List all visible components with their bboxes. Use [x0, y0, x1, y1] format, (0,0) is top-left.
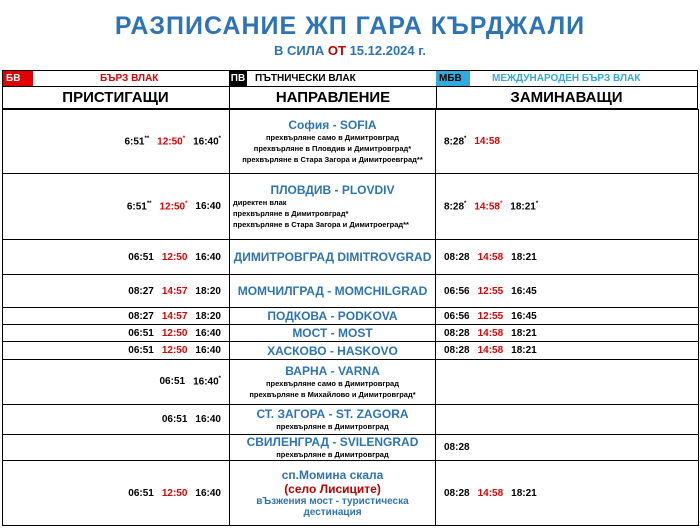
- footnote-mark: *: [499, 200, 503, 207]
- train-time: 14:57: [161, 310, 188, 322]
- train-time: 12:55: [477, 285, 504, 297]
- train-time: 06:51: [161, 414, 188, 425]
- arrivals-times: [3, 345, 229, 356]
- destination-note: вЪзжения мост - туристическа: [256, 496, 409, 507]
- transfer-note: прехвърляне в Димитровград: [276, 450, 389, 459]
- train-time: 12:50*: [159, 200, 188, 213]
- train-time: 08:28: [444, 251, 470, 263]
- arrivals-times: [3, 328, 229, 339]
- destination-name: СТ. ЗАГОРА - ST. ZAGORA: [256, 407, 409, 421]
- destination-name: ПЛОВДИВ - PLOVDIV: [270, 183, 395, 197]
- train-time: 14:58: [474, 135, 500, 147]
- train-time: 08:28: [444, 327, 470, 339]
- train-time: 08:28: [444, 442, 470, 453]
- transfer-note: прехвърляне в Димитровград*: [233, 209, 349, 218]
- train-time: 18:21*: [510, 200, 539, 213]
- train-time: 16:45: [511, 310, 537, 322]
- direction-cell: [230, 360, 436, 405]
- schedule-row: [3, 342, 699, 360]
- train-time: 16:40*: [193, 376, 221, 388]
- validity-date: 15.12.2024 г.: [349, 43, 426, 58]
- destination-name: ХАСКОВО - HASKOVO: [267, 343, 398, 358]
- arrivals-times: [3, 252, 229, 263]
- destination-name: МОСТ - MOST: [292, 326, 373, 340]
- arrivals-times: [3, 201, 229, 212]
- train-time: 12:50: [161, 487, 188, 499]
- destination-name: МОМЧИЛГРАД - MOMCHILGRAD: [237, 284, 428, 298]
- departures-cell: [436, 435, 699, 461]
- train-time: 18:21: [511, 487, 537, 499]
- departures-times: [436, 286, 698, 297]
- transfer-note: прехвърляне в Пловдив и Димитровград*: [253, 144, 412, 153]
- arrivals-times: [3, 488, 229, 499]
- train-time: 06:51: [128, 345, 154, 356]
- destination-name: сп.Момина скала: [281, 468, 384, 482]
- arrivals-cell: [3, 275, 230, 308]
- footnote-mark: *: [464, 200, 467, 207]
- footnote-mark: *: [182, 135, 186, 142]
- departures-cell: [436, 275, 699, 308]
- destination-name: ДИМИТРОВГРАД DIMITROVGRAD: [233, 250, 432, 264]
- train-time: 14:57: [161, 285, 188, 297]
- departures-times: [436, 136, 698, 147]
- train-time: 08:28: [444, 345, 470, 356]
- train-time: 18:20: [195, 310, 221, 322]
- train-time: 18:21: [511, 327, 537, 339]
- transfer-note: прехвърляне в Стара Загора и Димитроегрaд**: [233, 220, 409, 229]
- transfer-note: прехвърляне само в Димитровград: [265, 379, 399, 388]
- departures-cell: [436, 325, 699, 342]
- transfer-note: прехвърляне в Димитровград: [276, 422, 389, 431]
- train-time: 06:51: [128, 251, 154, 263]
- destination-name: ПОДКОВА - PODKOVA: [267, 309, 398, 323]
- footnote-mark: *: [464, 135, 467, 142]
- train-time: 06:51: [128, 487, 154, 499]
- validity-lead: В СИЛА: [274, 43, 325, 58]
- departures-times: [436, 442, 698, 453]
- header-arrivals: ПРИСТИГАЩИ: [62, 89, 169, 106]
- train-time: 16:40: [195, 251, 221, 263]
- footnote-mark: *: [218, 135, 221, 142]
- header-departures: ЗАМИНАВАЩИ: [510, 89, 623, 106]
- train-time: 8:28*: [444, 200, 467, 213]
- direction-cell: [230, 342, 436, 360]
- arrivals-cell: [3, 360, 230, 405]
- train-time: 12:50*: [157, 135, 186, 148]
- transfer-note: прехвърляне в Михайлово и Димитровград*: [249, 390, 416, 399]
- train-time: 14:58*: [474, 200, 503, 213]
- train-time: 6:51**: [124, 135, 150, 148]
- header-direction: НАПРАВЛЕНИЕ: [229, 87, 437, 109]
- train-time: 16:45: [511, 285, 537, 297]
- departures-times: [436, 488, 698, 499]
- departures-times: [436, 311, 698, 322]
- departures-times: [436, 345, 698, 356]
- arrivals-cell: [3, 174, 230, 240]
- arrivals-times: [3, 376, 229, 387]
- destination-extra: (село Лисиците): [284, 482, 381, 496]
- departures-times: [436, 252, 698, 263]
- schedule-row: [3, 240, 699, 275]
- schedule-row: [3, 308, 699, 325]
- destination-name: СВИЛЕНГРАД - SVILENGRAD: [246, 435, 419, 449]
- arrivals-cell: [3, 435, 230, 461]
- train-time: 06:56: [444, 285, 470, 297]
- transfer-note: директен влак: [233, 198, 287, 207]
- train-time: 08:28: [444, 487, 470, 499]
- train-time: 06:56: [444, 310, 470, 322]
- arrivals-times: [3, 286, 229, 297]
- arrivals-cell: [3, 110, 230, 174]
- departures-times: [436, 201, 698, 212]
- train-time: 16:40: [195, 200, 221, 212]
- train-time: 08:27: [128, 285, 154, 297]
- train-time: 06:51: [159, 376, 186, 388]
- train-time: 16:40*: [193, 135, 221, 148]
- arrivals-cell: [3, 308, 230, 325]
- train-time: 12:55: [477, 310, 504, 322]
- legend-label-bv: БЪРЗ ВЛАК: [100, 73, 159, 84]
- arrivals-times: [3, 311, 229, 322]
- arrivals-cell: [3, 461, 230, 526]
- legend-code-mbv: МБВ: [436, 71, 470, 86]
- destination-name: София - SOFIA: [288, 118, 377, 132]
- train-time: 18:21: [511, 251, 537, 263]
- schedule-row: [3, 435, 699, 461]
- train-time: 16:40: [195, 327, 221, 339]
- departures-cell: [436, 240, 699, 275]
- train-time: 14:58: [477, 345, 504, 356]
- departures-cell: [436, 360, 699, 405]
- train-time: 16:40: [195, 414, 221, 425]
- train-time: 6:51**: [126, 200, 152, 213]
- footnote-mark: *: [185, 200, 188, 207]
- legend-code-bv: БВ: [3, 71, 33, 86]
- transfer-note: прехвърляне само в Димитровград: [265, 133, 399, 142]
- transfer-note: прехвърляне в Стара Загора и Димитроевград**: [242, 155, 423, 164]
- train-time: 14:58: [477, 327, 504, 339]
- direction-cell: [230, 461, 436, 526]
- legend-code-pv: ПВ: [230, 73, 246, 84]
- departures-cell: [436, 342, 699, 360]
- legend-label-pv: ПЪТНИЧЕСКИ ВЛАК: [255, 73, 356, 84]
- departures-cell: [436, 308, 699, 325]
- page-title: РАЗПИСАНИЕ ЖП ГАРА КЪРДЖАЛИ: [114, 12, 586, 40]
- train-time: 08:27: [128, 310, 154, 322]
- train-time: 16:40: [195, 345, 221, 356]
- direction-cell: [230, 110, 436, 174]
- footnote-mark: *: [218, 376, 221, 383]
- arrivals-times: [3, 136, 229, 147]
- schedule-row: [3, 325, 699, 342]
- train-time: 12:50: [161, 345, 188, 356]
- footnote-mark: **: [146, 200, 152, 207]
- direction-cell: [230, 325, 436, 342]
- schedule-row: [3, 461, 699, 526]
- arrivals-cell: [3, 240, 230, 275]
- direction-cell: [230, 240, 436, 275]
- schedule-row: [3, 275, 699, 308]
- validity-subtitle: [0, 43, 700, 58]
- destination-note: дестинация: [303, 507, 362, 518]
- schedule-row: [3, 174, 699, 240]
- train-time: 12:50: [161, 251, 188, 263]
- departures-cell: [436, 461, 699, 526]
- train-time: 14:58: [477, 251, 504, 263]
- train-time: 14:58: [477, 487, 504, 499]
- schedule-row: [3, 405, 699, 435]
- direction-cell: [230, 405, 436, 435]
- footnote-mark: **: [144, 135, 150, 142]
- direction-cell: [230, 174, 436, 240]
- departures-times: [436, 328, 698, 339]
- direction-cell: [230, 308, 436, 325]
- schedule-table: [2, 109, 699, 526]
- destination-name: ВАРНА - VARNA: [285, 364, 380, 378]
- train-time: 16:40: [195, 487, 221, 499]
- arrivals-cell: [3, 325, 230, 342]
- schedule-row: [3, 110, 699, 174]
- legend-label-mbv: МЕЖДУНАРОДЕН БЪРЗ ВЛАК: [492, 73, 641, 84]
- arrivals-times: [3, 414, 229, 425]
- train-time: 18:21: [511, 345, 537, 356]
- schedule-row: [3, 360, 699, 405]
- validity-from: ОТ: [327, 43, 346, 58]
- direction-cell: [230, 435, 436, 461]
- train-time: 18:20: [195, 285, 221, 297]
- train-time: 12:50: [161, 327, 188, 339]
- train-time: 8:28*: [444, 135, 467, 148]
- departures-cell: [436, 174, 699, 240]
- direction-cell: [230, 275, 436, 308]
- departures-cell: [436, 405, 699, 435]
- train-time: 06:51: [128, 327, 154, 339]
- departures-cell: [436, 110, 699, 174]
- arrivals-cell: [3, 342, 230, 360]
- arrivals-cell: [3, 405, 230, 435]
- footnote-mark: *: [535, 200, 539, 207]
